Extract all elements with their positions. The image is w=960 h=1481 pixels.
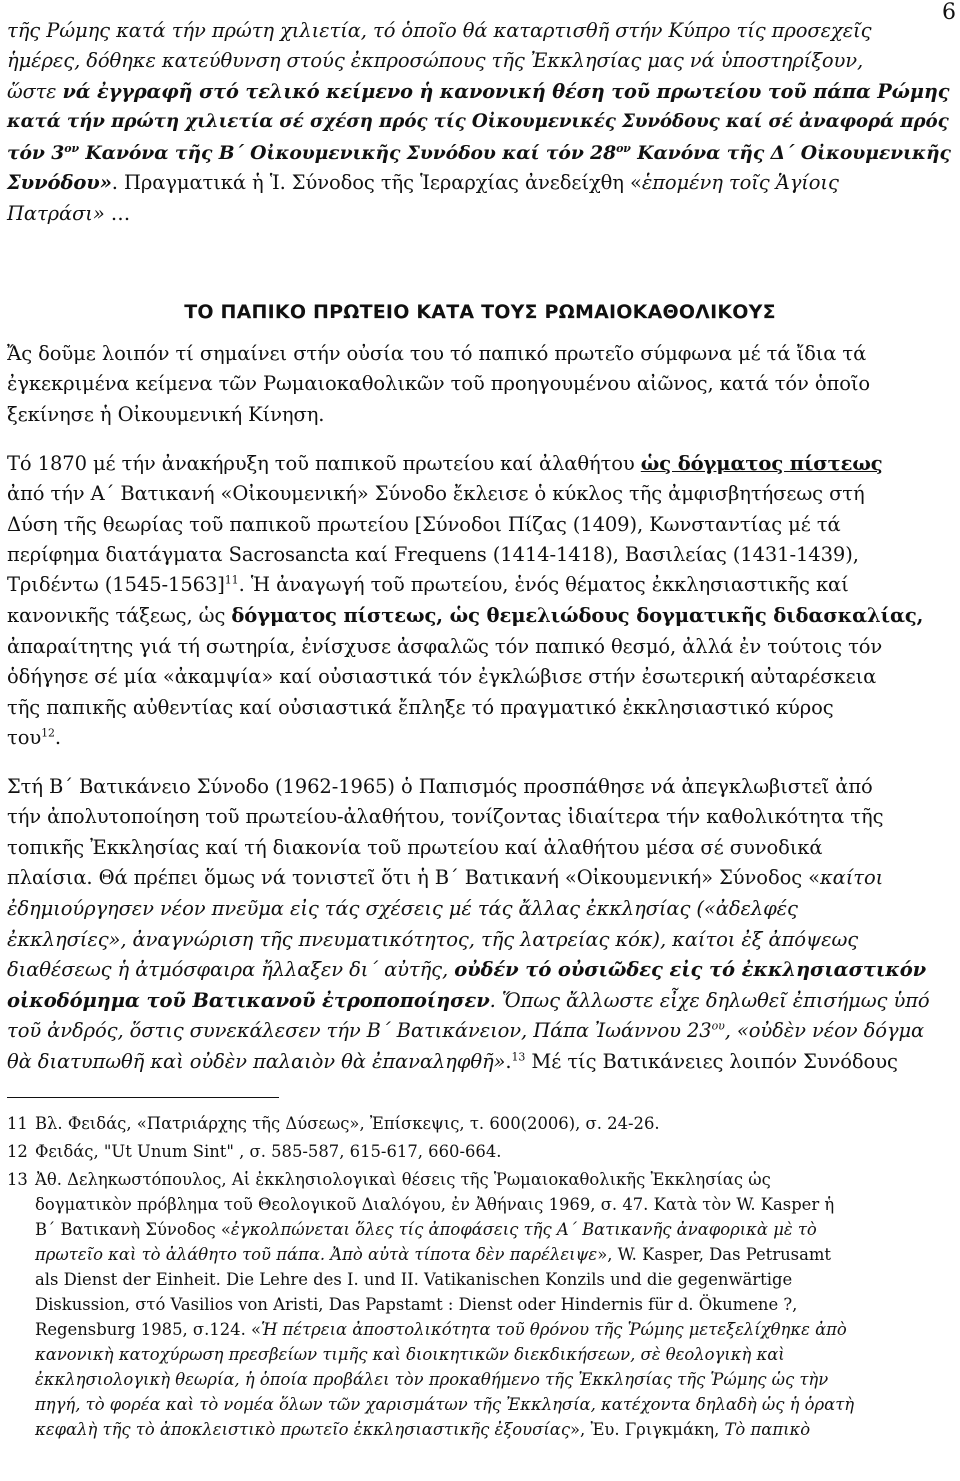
footnote-line: πηγή, τὸ φορέα καὶ τὸ νομέα ὅλων τῶν χαρισμάτων τῆς Ἐκκλησία, κατέχοντα δηλαδὴ ὡς ἡ ὁρατὴ bbox=[35, 1395, 855, 1414]
footnote-line: κανονικὴ κατοχύρωση πρεσβείων τιμῆς καὶ διοικητικῶν διεκδικήσεων, σὲ θεολογικὴ καὶ bbox=[35, 1345, 785, 1364]
text-line: ἀπό τήν Α΄ Βατικανή «Οἰκουμενική» Σύνοδο ἔκλεισε ὁ κύκλος τῆς ἀμφισβητήσεως στή bbox=[7, 482, 865, 505]
text-line: Δύση τῆς θεωρίας τοῦ παπικοῦ πρωτείου [Σύνοδοι Πίζας (1409), Κωνσταντίας μέ τά bbox=[7, 513, 841, 536]
text-line: Πατράσι» … bbox=[7, 202, 131, 225]
text-line: ὥστε νά ἐγγραφῆ στό τελικό κείμενο ἡ κανονική θέση τοῦ πρωτείου τοῦ πάπα Ρώμης bbox=[7, 80, 950, 103]
text-line: περίφημα διατάγματα Sacrosancta καί Frequens (1414-1418), Βασιλείας (1431-1439), bbox=[7, 543, 859, 566]
text-line: ἀπαραίτητης γιά τή σωτηρία, ἐνίσχυσε ἀσφαλῶς τόν παπικό θεσμό, ἀλλά ἐν τούτοις τόν bbox=[7, 635, 883, 658]
section-heading: ΤΟ ΠΑΠΙΚΟ ΠΡΩΤΕΙΟ ΚΑΤΑ ΤΟΥΣ ΡΩΜΑΙΟΚΑΘΟΛΙΚΟΥΣ bbox=[184, 301, 776, 323]
text-line: τῆς παπικῆς αὐθεντίας καί οὐσιαστικά ἔπληξε τό πραγματικό ἐκκλησιαστικό κύρος bbox=[7, 696, 834, 719]
text-line: κατά τήν πρώτη χιλιετία σέ σχέση πρός τίς Οἰκουμενικές Συνόδους καί σέ ἀναφορά πρός bbox=[7, 111, 949, 132]
footnote-line: Diskussion, στό Vasilios von Aristi, Das Papstamt : Dienst oder Hindernis für d. Ökumene ?, bbox=[35, 1295, 798, 1314]
footnote-12: 12 Φειδάς, "Ut Unum Sint" , σ. 585-587, 615-617, 660-664. bbox=[7, 1142, 502, 1161]
text-line: διαθέσεως ἡ ἀτμόσφαιρα ἤλλαξεν δι΄ αὐτῆς, οὐδέν τό οὐσιῶδες εἰς τό ἐκκλησιαστικόν bbox=[7, 958, 927, 981]
page-number: 6 bbox=[942, 0, 956, 25]
text-line: πλαίσια. Θά πρέπει ὅμως νά τονιστεῖ ὅτι ἡ Β΄ Βατικανή «Οἰκουμενική» Σύνοδος «καίτοι bbox=[7, 866, 884, 889]
text-line: ἐγκεκριμένα κείμενα τῶν Ρωμαιοκαθολικῶν τοῦ προηγουμένου αἰῶνος, κατά τόν ὁποῖο bbox=[7, 372, 871, 395]
text-line: ἐκκλησίες», ἀναγνώριση τῆς πνευματικότητος, τῆς λατρείας κόκ), καίτοι ἐξ ἀπόψεως bbox=[7, 928, 859, 951]
text-line: ἐδημιούργησεν νέον πνεῦμα εἰς τάς σχέσεις μέ τάς ἄλλας ἐκκλησίας («ἀδελφές bbox=[7, 897, 798, 920]
text-line: ξεκίνησε ἡ Οἰκουμενική Κίνηση. bbox=[7, 403, 325, 426]
text-line: Συνόδου». Πραγματικά ἡ Ἱ. Σύνοδος τῆς Ἱεραρχίας ἀνεδείχθη «ἑπομένη τοῖς Ἁγίοις bbox=[7, 171, 839, 194]
footnote-line: πρωτεῖο καὶ τὸ ἀλάθητο τοῦ πάπα. Ἀπὸ αὐτὰ τίποτα δὲν παρέλειψε», W. Kasper, Das Petrusamt bbox=[35, 1245, 831, 1264]
footnote-line: als Dienst der Einheit. Die Lehre des I. und II. Vatikanischen Konzils und die gegenwärtige bbox=[35, 1270, 793, 1289]
footnote-11: 11 Βλ. Φειδάς, «Πατριάρχης τῆς Δύσεως», Ἐπίσκεψις, τ. 600(2006), σ. 24-26. bbox=[7, 1114, 660, 1133]
text-line: Ἄς δοῦμε λοιπόν τί σημαίνει στήν οὐσία του τό παπικό πρωτεῖο σύμφωνα μέ τά ἴδια τά bbox=[7, 342, 867, 365]
text-line: τόν $3^{o\nu}$ Κανόνα τῆς Β΄ Οἰκουμενικῆς Συνόδου καί τόν $28^{o\nu}$ Κανόνα τῆς Δ΄ Οἰκουμενικῆς bbox=[7, 141, 951, 164]
footnote-line: δογματικὸν πρόβλημα τοῦ Θεολογικοῦ Διαλόγου, ἐν Ἀθήναις 1969, σ. 47. Κατὰ τὸν W. Kasper ἡ bbox=[35, 1195, 835, 1214]
footnote-line: Regensburg 1985, σ.124. «Ἡ πέτρεια ἀποστολικότητα τοῦ θρόνου τῆς Ῥώμης μετεξελίχθηκε ἀπὸ bbox=[35, 1320, 847, 1339]
text-line: τοπικῆς Ἐκκλησίας καί τή διακονία τοῦ πρωτείου καί ἀλαθήτου μέσα σέ συνοδικά bbox=[7, 836, 823, 859]
footnote-line: ἐκκλησιολογικὴ θεωρία, ἡ ὁποία προβάλει τὸν προκαθήμενο τῆς Ἐκκλησίας τῆς Ῥώμης ὡς τὴν bbox=[35, 1370, 829, 1389]
text-line: ἡμέρες, δόθηκε κατεύθυνση στούς ἐκπροσώπους τῆς Ἐκκλησίας μας νά ὑποστηρίξουν, bbox=[7, 49, 864, 72]
text-line: κανονικῆς τάξεως, ὡς δόγματος πίστεως, ὡς θεμελιώδους δογματικῆς διδασκαλίας, bbox=[7, 604, 924, 627]
text-line: οἰκοδόμημα τοῦ Βατικανοῦ ἐτροποποίησεν. Ὅπως ἄλλωστε εἶχε δηλωθεῖ ἐπισήμως ὑπό bbox=[7, 989, 930, 1012]
text-line: του$^{12}$. bbox=[7, 726, 62, 749]
text-line: Τό 1870 μέ τήν ἀνακήρυξη τοῦ παπικοῦ πρωτείου καί ἀλαθήτου ὡς δόγματος πίστεως bbox=[7, 452, 883, 475]
footnote-13: 13 Ἀθ. Δεληκωστόπουλος, Αἱ ἐκκλησιολογικαὶ θέσεις τῆς Ῥωμαιοκαθολικῆς Ἐκκλησίας ὡς bbox=[7, 1170, 771, 1189]
text-line: ὁδήγησε σέ μία «ἀκαμψία» καί οὐσιαστικά τόν ἐγκλώβισε στήν ἐσωτερική αὐταρέσκεια bbox=[7, 665, 877, 688]
text-line: τοῦ ἀνδρός, ὅστις συνεκάλεσεν τήν Β΄ Βατικάνειον, Πάπα Ἰωάννου $23^{o\upsilon}$, «οὐδὲν νέον δόγμα bbox=[7, 1019, 925, 1042]
footnote-line: Β΄ Βατικανὴ Σύνοδος «ἐγκολπώνεται ὅλες τίς ἀποφάσεις τῆς Α΄ Βατικανῆς ἀναφορικὰ μὲ τὸ bbox=[35, 1220, 817, 1239]
text-line: Στή Β΄ Βατικάνειο Σύνοδο (1962-1965) ὁ Παπισμός προσπάθησε νά ἀπεγκλωβιστεῖ ἀπό bbox=[7, 775, 873, 798]
text-line: τήν ἀπολυτοποίηση τοῦ πρωτείου-ἀλαθήτου, τονίζοντας ἰδιαίτερα τήν καθολικότητα τῆς bbox=[7, 805, 884, 828]
text-line: Τριδέντω (1545-1563]$^{11}$. Ἡ ἀναγωγή τοῦ πρωτείου, ἑνός θέματος ἐκκλησιαστικῆς καί bbox=[7, 573, 849, 596]
text-line: τῆς Ρώμης κατά τήν πρώτη χιλιετία, τό ὁποῖο θά καταρτισθῆ στήν Κύπρο τίς προσεχεῖς bbox=[7, 19, 872, 42]
footnote-line: κεφαλὴ τῆς τὸ ἀποκλειστικὸ πρωτεῖο ἐκκλησιαστικῆς ἐξουσίας», Ἐυ. Γριγκμάκη, Τὸ παπικὸ bbox=[35, 1420, 811, 1439]
text-line: θὰ διατυπωθῆ καὶ οὐδὲν παλαιὸν θὰ ἐπαναληφθῆ».$^{13}$ Μέ τίς Βατικάνειες λοιπόν Συνόδους bbox=[7, 1050, 898, 1073]
footnote-separator bbox=[7, 1097, 279, 1098]
